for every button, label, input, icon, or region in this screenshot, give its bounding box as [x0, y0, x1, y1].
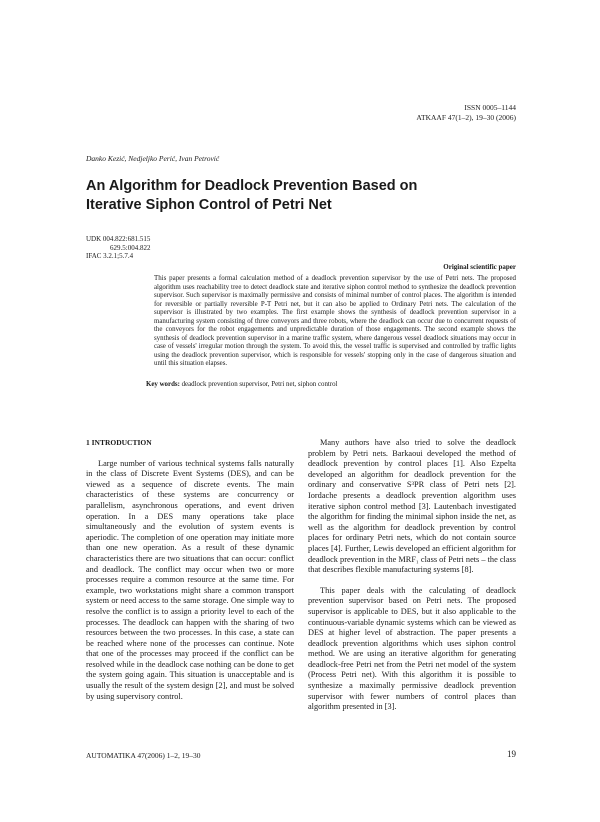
title-line-1: An Algorithm for Deadlock Prevention Based on: [86, 178, 418, 194]
udk-line-2: 629.5:004.822: [110, 243, 151, 252]
keywords: [146, 381, 516, 388]
footer-journal: AUTOMATIKA 47(2006) 1–2, 19–30: [86, 751, 201, 760]
authors: Danko Kezić, Nedjeljko Perić, Ivan Petrović: [86, 154, 220, 163]
intro-paragraph-2: Many authors have also tried to solve the deadlock problem by Petri nets. Barkaoui developed the method of deadlock prevention by control places [1]. Also Ezpelta developed an algorithm for deadlock prevention for the ordinary and conservative S³PR class of Petri nets [2]. Iordache presents a deadlock prevention algorithm uses iterative siphon control method [3]. Lautenbach investigated the algorithm for finding the minimal siphon inside the net, as well as the algorithm for deadlock prevention by control places for ordinary Petri nets, which do not contain source places [4]. Further, Lewis developed an efficient algorithm for deadlock prevention in the MRF₁ class of Petri nets – the class that describes flexible manufacturing systems [8].: [308, 438, 516, 575]
page-number: 19: [507, 749, 516, 759]
right-column: [308, 438, 516, 713]
paper-title: [86, 177, 526, 215]
intro-paragraph-1: Large number of various technical systems falls naturally in the class of Discrete Event Systems (DES), and can be viewed as a sequence of discrete events. The main characteristics of these systems are concurrency or parallelism, asynchronous operations, and event driven operation. In a DES many operations take place simultaneously and the evolution of system events is aperiodic. The completion of one operation may initiate more than one new operation. As a result of these dynamic characteristics there are two situations that can occur: conflict and deadlock. The conflict may occur when two or more processes require a common resource at the same time. For example, two workstations might share a common transport system or need access to the same storage. One simple way to resolve the conflict is to assign a priority level to each of the processes. The deadlock can happen with the sharing of two resources between the two processes. In this case, a state can be reached where none of the processes can continue. Note that one of the processes may proceed if the conflict can be resolved while in the deadlock case nothing can be done to get the system going again. This situation is unacceptable and is usually the result of the system design [2], and must be solved by using supervisory control.: [86, 458, 294, 701]
keywords-text: deadlock prevention supervisor, Petri net, siphon control: [179, 381, 338, 388]
intro-paragraph-3: This paper deals with the calculating of deadlock prevention supervisor based on Petri nets. The proposed supervisor is applicable to DES, but it also applicable to the continuous-variable dynamic systems which can be viewed as DES at higher level of abstraction. The paper presents a deadlock prevention algorithms which uses siphon control method. We are using an iterative algorithm for generating deadlock-free Petri net from the Petri net model of the system (Process Petri net). With this algorithm it is possible to synthesize a maximally permissive deadlock prevention supervisor with fewer numbers of control places than algorithm presented in [3].: [308, 585, 516, 712]
issn: ISSN 0005–1144: [464, 103, 516, 112]
section-heading: 1 INTRODUCTION: [86, 438, 152, 447]
udk-line-1: UDK 004.822:681.515: [86, 235, 151, 243]
journal-header: [416, 103, 516, 123]
left-column: [86, 438, 294, 702]
journal-reference: ATKAAF 47(1–2), 19–30 (2006): [416, 113, 516, 122]
abstract: This paper presents a formal calculation method of a deadlock prevention supervisor by the use of Petri nets. The proposed algorithm uses reachability tree to detect deadlock state and iterative siphon control method to synthesize the deadlock prevention supervisor. Such supervisor is maximally permissive and consists of minimal number of control places. The algorithm is intended for reversible or partially reversible P-T Petri net, but it can also be applied to Ordinary Petri nets. The calculation of the supervisor is illustrated by two examples. The first example shows the synthesis of deadlock prevention supervisor in a manufacturing system consisting of three conveyors and three robots, where the deadlock can occur due to concurrent requests of the conveyors for the robot engagements and unpredictable duration of those engagements. The second example shows the synthesis of deadlock prevention supervisor in a marine traffic system, where dangerous vessel deadlock situations may occur in case of vessels' irregular motion through the system. To avoid this, the vessel traffic is supervised and controlled by traffic lights using the deadlock prevention supervisor, which is responsible for vessels' stopping only in the case of dangerous situation and until this situation elapses.: [154, 275, 516, 367]
classification-codes: [86, 235, 150, 261]
title-line-2: Iterative Siphon Control of Petri Net: [86, 197, 332, 213]
paper-type: Original scientific paper: [443, 263, 516, 271]
keywords-label: Key words:: [146, 381, 180, 388]
ifac-code: IFAC 3.2.1;5.7.4: [86, 252, 134, 260]
